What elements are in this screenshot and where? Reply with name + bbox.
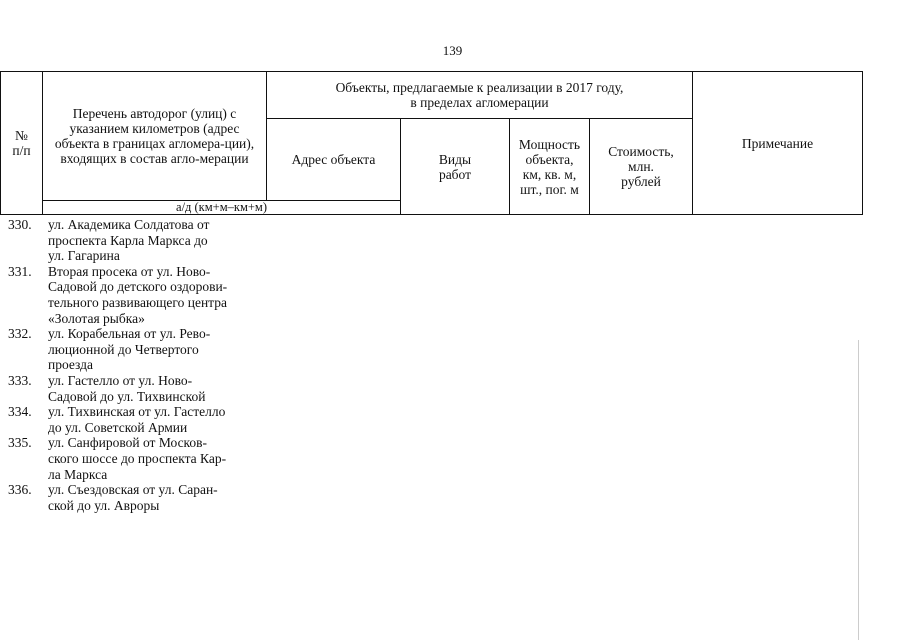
col-rule-right: [862, 71, 863, 214]
row-road-text: ул. Академика Солдатова от проспекта Карла Маркса до ул. Гагарина: [48, 217, 210, 264]
page-number: 139: [442, 43, 463, 58]
header-roads-units: а/д (км+м–км+м): [176, 199, 267, 214]
table-row: [8, 217, 278, 264]
row-road-text: Вторая просека от ул. Ново- Садовой до детского оздорови- тельного развивающего центра «Золотая рыбка»: [48, 263, 228, 326]
row-number: 335.: [8, 435, 32, 451]
table-row: [8, 435, 278, 482]
row-road-text: ул. Тихвинская от ул. Гастелло до ул. Советской Армии: [48, 404, 226, 435]
row-road-text: ул. Санфировой от Москов- ского шоссе до проспекта Кар- ла Маркса: [48, 435, 227, 482]
header-objects-group: Объекты, предлагаемые к реализации в 2017 году, в пределах агломерации: [335, 80, 624, 110]
header-roads: Перечень автодорог (улиц) с указанием километров (адрес объекта в границах агломера-ции), входящих в состав агло-мерации: [54, 106, 255, 166]
table-row: [8, 373, 278, 404]
scan-margin-line: [858, 340, 859, 640]
row-number: 330.: [8, 217, 32, 232]
header-num: № п/п: [12, 128, 31, 158]
row-number: 332.: [8, 326, 32, 342]
header-address: Адрес объекта: [291, 152, 376, 167]
table-row: [8, 264, 278, 326]
row-number: 336.: [8, 482, 32, 498]
table-body: [8, 217, 278, 513]
header-note: Примечание: [741, 135, 814, 151]
row-road-text: ул. Гастелло от ул. Ново- Садовой до ул. Тихвинской: [48, 372, 206, 404]
table-row: [8, 482, 278, 513]
header-bottom-rule: [0, 214, 863, 215]
header-capacity: Мощность объекта, км, кв. м, шт., пог. м: [518, 136, 581, 197]
header-works: Виды работ: [438, 151, 472, 182]
row-number: 334.: [8, 404, 32, 420]
row-number: 331.: [8, 263, 32, 279]
row-number: 333.: [8, 372, 32, 388]
row-road-text: ул. Корабельная от ул. Рево- люционной до Четвертого проезда: [48, 326, 211, 373]
header-cost: Стоимость, млн. рублей: [608, 144, 674, 189]
table-row: [8, 404, 278, 435]
table-row: [8, 326, 278, 373]
row-road-text: ул. Съездовская от ул. Саран- ской до ул. Авроры: [48, 482, 218, 513]
